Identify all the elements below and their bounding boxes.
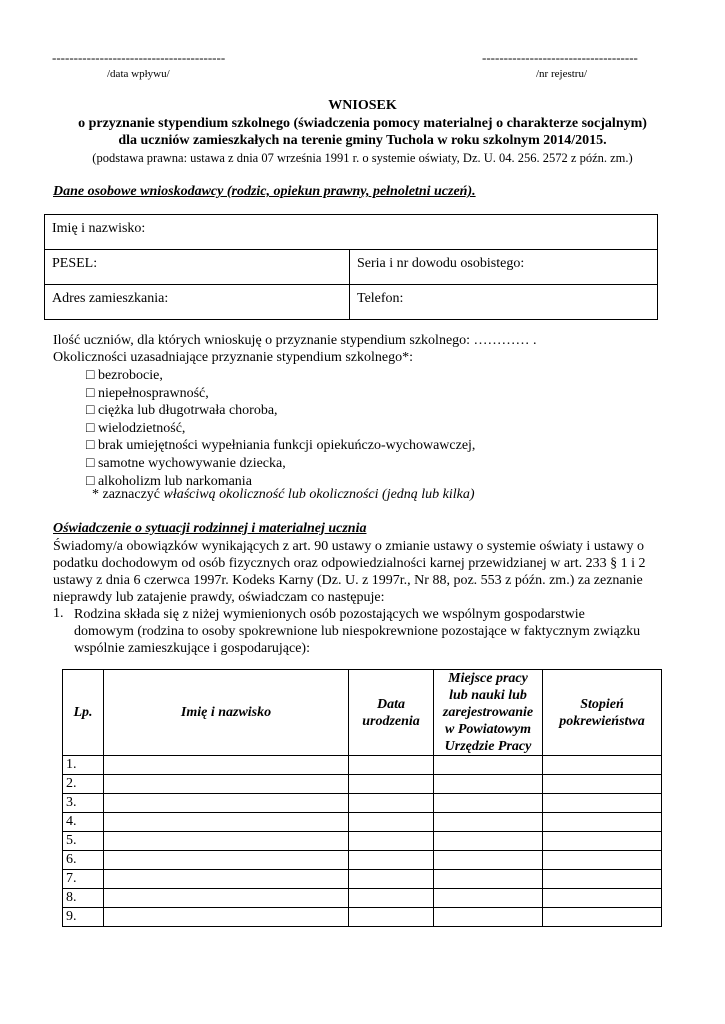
id-document-field[interactable]	[350, 250, 658, 285]
row-name-cell[interactable]	[104, 851, 349, 870]
date-received-line: ----------------------------------------	[52, 50, 226, 65]
col-header-dob-line1: Data	[377, 696, 405, 712]
id-document-field-label: Seria i nr dowodu osobistego:	[357, 256, 525, 271]
row-number: 2.	[63, 775, 104, 794]
row-dob-cell[interactable]	[349, 794, 434, 813]
table-row	[63, 832, 662, 851]
row-workplace-cell[interactable]	[434, 870, 543, 889]
table-row	[63, 870, 662, 889]
row-workplace-cell[interactable]	[434, 775, 543, 794]
row-workplace-cell[interactable]	[434, 832, 543, 851]
pesel-field[interactable]	[45, 250, 350, 285]
item1-line2: domowym (rodzina to osoby spokrewnione lub niespokrewnione pozostające w faktycznym związku	[74, 624, 641, 639]
family-section-heading: Oświadczenie o sytuacji rodzinnej i materialnej ucznia	[53, 521, 367, 536]
circumstances-heading: Okoliczności uzasadniające przyznanie stypendium szkolnego*:	[53, 350, 413, 365]
row-relation-cell[interactable]	[543, 794, 662, 813]
footnote-star: * zaznaczyć	[92, 487, 164, 502]
option-unemployment[interactable]: □ bezrobocie,	[86, 368, 163, 383]
phone-field-label: Telefon:	[357, 291, 404, 306]
row-workplace-cell[interactable]	[434, 908, 543, 927]
option-disability[interactable]: □ niepełnosprawność,	[86, 385, 209, 401]
table-row	[63, 775, 662, 794]
form-subtitle-line1: o przyznanie stypendium szkolnego (świadczenia pomocy materialnej o charakterze socjalnym)	[78, 116, 647, 131]
row-relation-cell[interactable]	[543, 908, 662, 927]
form-subtitle-line2: dla uczniów zamieszkałych na terenie gminy Tuchola w roku szkolnym 2014/2015.	[118, 133, 607, 148]
row-number: 6.	[63, 851, 104, 870]
item1-number: 1.	[53, 606, 64, 621]
name-field[interactable]	[45, 215, 658, 250]
col-header-workplace-line2: lub nauki lub	[449, 688, 527, 703]
row-dob-cell[interactable]	[349, 775, 434, 794]
item1-line1: Rodzina składa się z niżej wymienionych osób pozostających we wspólnym gospodarstwie	[74, 607, 585, 622]
row-relation-cell[interactable]	[543, 756, 662, 775]
col-header-workplace-line5: Urzędzie Pracy	[444, 739, 532, 754]
declaration-text	[53, 538, 673, 606]
declaration-line4: nieprawdy lub zatajenie prawdy, oświadczam co następuje:	[53, 590, 385, 605]
row-dob-cell[interactable]	[349, 870, 434, 889]
row-name-cell[interactable]	[104, 775, 349, 794]
row-dob-cell[interactable]	[349, 813, 434, 832]
row-workplace-cell[interactable]	[434, 813, 543, 832]
col-header-relation	[543, 670, 662, 756]
row-name-cell[interactable]	[104, 889, 349, 908]
row-dob-cell[interactable]	[349, 908, 434, 927]
row-name-cell[interactable]	[104, 794, 349, 813]
row-name-cell[interactable]	[104, 832, 349, 851]
row-dob-cell[interactable]	[349, 851, 434, 870]
col-header-relation-line2: pokrewieństwa	[559, 713, 645, 729]
col-header-lp: Lp.	[63, 670, 104, 756]
col-header-workplace-line3: zarejestrowanie	[442, 705, 534, 720]
row-dob-cell[interactable]	[349, 832, 434, 851]
row-number: 1.	[63, 756, 104, 775]
col-header-dob-line2: urodzenia	[362, 713, 420, 729]
legal-basis: (podstawa prawna: ustawa z dnia 07 września 1991 r. o systemie oświaty, Dz. U. 04. 256. 2572 z późn. zm.)	[92, 151, 633, 165]
row-name-cell[interactable]	[104, 756, 349, 775]
item1-text	[74, 606, 674, 657]
phone-field[interactable]	[350, 285, 658, 320]
col-header-workplace	[434, 670, 543, 756]
declaration-line1: Świadomy/a obowiązków wynikających z art. 90 ustawy o zmianie ustawy o systemie oświaty i ustawy o	[53, 539, 644, 554]
row-name-cell[interactable]	[104, 813, 349, 832]
footnote-italic: właściwą okoliczność lub okoliczności (jedną lub kilka)	[163, 487, 475, 502]
row-number: 8.	[63, 889, 104, 908]
row-dob-cell[interactable]	[349, 756, 434, 775]
row-relation-cell[interactable]	[543, 775, 662, 794]
row-relation-cell[interactable]	[543, 813, 662, 832]
item1-line3: wspólnie zamieszkujące i gospodarujące):	[74, 641, 310, 656]
register-number-label: /nr rejestru/	[536, 68, 588, 80]
row-workplace-cell[interactable]	[434, 794, 543, 813]
row-number: 5.	[63, 832, 104, 851]
row-number: 4.	[63, 813, 104, 832]
circumstances-list	[86, 367, 475, 490]
address-field-label: Adres zamieszkania:	[52, 291, 169, 306]
table-row	[63, 794, 662, 813]
col-header-name: Imię i nazwisko	[104, 670, 349, 756]
form-title: WNIOSEK	[328, 98, 397, 113]
pesel-field-label: PESEL:	[52, 256, 98, 271]
applicant-data-table	[44, 214, 658, 320]
row-dob-cell[interactable]	[349, 889, 434, 908]
name-field-label: Imię i nazwisko:	[52, 221, 146, 236]
row-name-cell[interactable]	[104, 908, 349, 927]
col-header-relation-line1: Stopień	[580, 696, 624, 712]
col-header-workplace-line1: Miejsce pracy	[448, 671, 528, 686]
row-relation-cell[interactable]	[543, 832, 662, 851]
option-illness[interactable]: □ ciężka lub długotrwała choroba,	[86, 403, 278, 419]
option-addiction[interactable]: □ alkoholizm lub narkomania	[86, 473, 252, 489]
table-row	[63, 908, 662, 927]
row-relation-cell[interactable]	[543, 870, 662, 889]
declaration-line2: podatku dochodowym od osób fizycznych oraz odpowiedzialności karnej przewidzianej w art. 233 § 1 i 2	[53, 556, 646, 571]
row-number: 7.	[63, 870, 104, 889]
row-relation-cell[interactable]	[543, 851, 662, 870]
table-row	[63, 851, 662, 870]
address-field[interactable]	[45, 285, 350, 320]
table-row	[63, 889, 662, 908]
circumstances-footnote	[92, 487, 475, 503]
row-name-cell[interactable]	[104, 870, 349, 889]
family-members-table	[62, 669, 662, 927]
family-rows	[63, 756, 662, 927]
col-header-workplace-line4: w Powiatowym	[445, 722, 531, 737]
register-number-line: ------------------------------------	[482, 50, 638, 65]
table-row	[63, 813, 662, 832]
option-care-inability[interactable]: □ brak umiejętności wypełniania funkcji opiekuńczo-wychowawczej,	[86, 438, 476, 454]
row-relation-cell[interactable]	[543, 889, 662, 908]
row-workplace-cell[interactable]	[434, 851, 543, 870]
col-header-dob	[349, 670, 434, 756]
row-workplace-cell[interactable]	[434, 756, 543, 775]
row-number: 9.	[63, 908, 104, 927]
declaration-line3: ustawy z dnia 6 czerwca 1997r. Kodeks Karny (Dz. U. z 1997r., Nr 88, poz. 553 z późn. zm.) za zeznanie	[53, 573, 643, 588]
date-received-label: /data wpływu/	[107, 68, 170, 80]
table-row	[63, 756, 662, 775]
student-count-line: Ilość uczniów, dla których wnioskuję o przyznanie stypendium szkolnego: ………… .	[53, 333, 537, 348]
applicant-section-heading: Dane osobowe wnioskodawcy (rodzic, opiekun prawny, pełnoletni uczeń).	[53, 184, 476, 199]
row-workplace-cell[interactable]	[434, 889, 543, 908]
option-large-family[interactable]: □ wielodzietność,	[86, 420, 186, 436]
option-single-parent[interactable]: □ samotne wychowywanie dziecka,	[86, 455, 286, 471]
row-number: 3.	[63, 794, 104, 813]
